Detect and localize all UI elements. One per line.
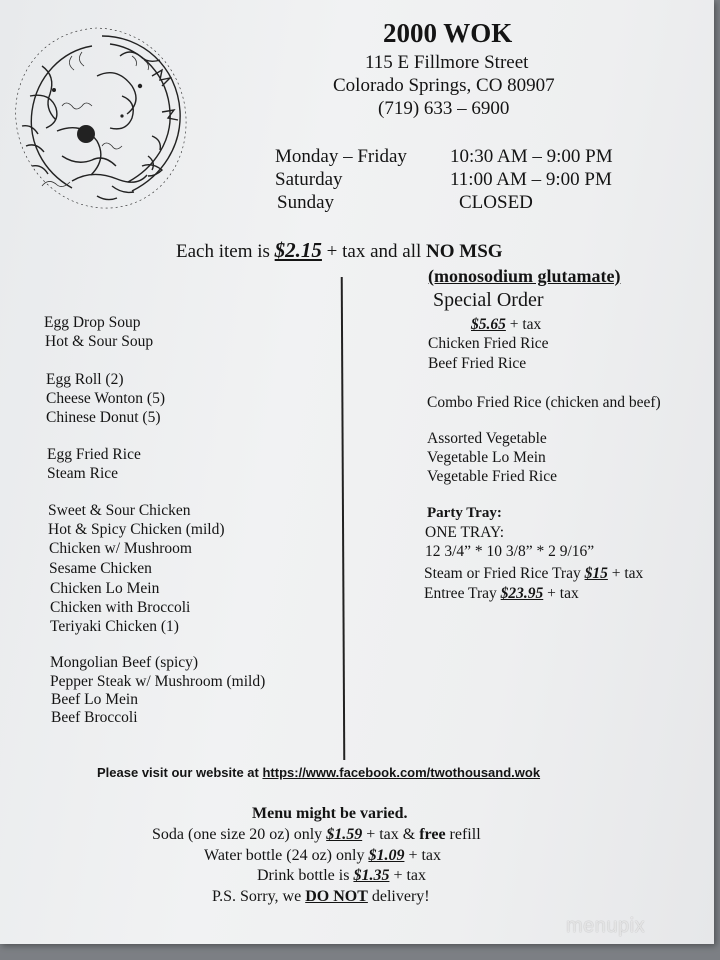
drink-price: $1.35 [353,867,390,884]
soda-prefix: Soda (one size 20 oz) only [152,826,323,843]
website-link[interactable]: https://www.facebook.com/twothousand.wok [262,765,541,780]
dragon-phoenix-logo [2,16,192,216]
menu-item: Egg Fried Rice [47,446,141,463]
menu-item: Vegetable Lo Mein [427,449,546,466]
drink-line [257,867,426,885]
menu-item: Assorted Vegetable [427,430,547,447]
menu-item: Egg Roll (2) [46,371,124,388]
phone-number: (719) 633 – 6900 [378,98,510,119]
party-rice-tray-suffix: + tax [611,565,644,582]
party-entree-tray-suffix: + tax [547,585,579,602]
menu-item: Sweet & Sour Chicken [48,502,191,519]
ps-do-not: DO NOT [305,888,368,905]
special-order-title: Special Order [433,289,544,311]
website-line [97,765,540,780]
menu-item: Beef Fried Rice [428,355,527,372]
hours-days-sunday: Sunday [277,192,334,213]
ps-suffix: delivery! [371,888,430,905]
restaurant-name: 2000 WOK [383,18,513,48]
menu-item: Hot & Sour Soup [45,333,154,350]
hours-time-weekday: 10:30 AM – 9:00 PM [450,146,613,167]
water-suffix: + tax [408,847,442,864]
water-prefix: Water bottle (24 oz) only [204,847,365,864]
water-line [204,847,441,865]
hours-days-saturday: Saturday [275,169,343,190]
menu-item: Vegetable Fried Rice [427,468,557,485]
drink-prefix: Drink bottle is [257,867,350,884]
special-order-price-suffix: + tax [509,316,542,333]
special-order-price: $5.65 [471,316,506,333]
menu-item: Combo Fried Rice (chicken and beef) [427,394,661,411]
city-state-zip: Colorado Springs, CO 80907 [333,75,555,96]
party-tray-size: 12 3/4” * 10 3/8” * 2 9/16” [425,543,595,560]
menu-item: Hot & Spicy Chicken (mild) [48,521,225,538]
menu-item: Teriyaki Chicken (1) [50,618,179,635]
party-tray-title: Party Tray: [427,505,502,521]
menu-item: Chicken Lo Mein [50,580,160,597]
msg-full-label: (monosodium glutamate) [428,266,621,286]
item-price: $2.15 [274,238,322,262]
ps-line [212,888,430,906]
party-entree-tray-line [424,585,579,603]
column-divider [341,277,345,760]
party-entree-tray-price: $23.95 [500,585,544,602]
menupix-watermark: menupix [566,915,646,937]
party-entree-tray-label: Entree Tray [424,585,497,602]
menu-item: Chicken with Broccoli [50,599,191,616]
party-one-tray: ONE TRAY: [425,524,505,541]
pricing-prefix: Each item is [176,241,270,262]
special-order-price-line [471,316,541,334]
hours-time-saturday: 11:00 AM – 9:00 PM [450,169,612,190]
party-rice-tray-price: $15 [584,565,608,582]
menu-varied-note: Menu might be varied. [252,805,408,822]
hours-time-sunday: CLOSED [459,192,533,213]
soda-suffix: refill [449,826,481,843]
menu-item: Pepper Steak w/ Mushroom (mild) [50,673,266,690]
drink-suffix: + tax [393,867,427,884]
menu-item: Cheese Wonton (5) [46,390,165,407]
no-msg-label: NO MSG [426,241,503,262]
party-rice-tray-label: Steam or Fried Rice Tray [424,565,581,582]
menu-item: Chicken Fried Rice [428,335,549,352]
menu-item: Steam Rice [47,465,119,482]
menu-item: Beef Lo Mein [51,691,138,708]
soda-price: $1.59 [326,826,363,843]
ps-prefix: P.S. Sorry, we [212,888,302,905]
menu-item: Mongolian Beef (spicy) [50,654,199,671]
menu-item: Beef Broccoli [51,709,138,726]
soda-free: free [419,826,446,843]
street-address: 115 E Fillmore Street [365,52,529,73]
hours-days-weekday: Monday – Friday [275,146,407,167]
water-price: $1.09 [368,847,405,864]
menu-item: Chicken w/ Mushroom [49,540,192,557]
menu-item: Chinese Donut (5) [46,409,161,426]
menu-item: Egg Drop Soup [44,314,141,331]
menu-item: Sesame Chicken [49,560,152,577]
pricing-middle: + tax and all [326,241,422,262]
soda-line [152,826,481,844]
party-rice-tray-line [424,565,643,583]
soda-mid: + tax & [366,826,416,843]
pricing-line [176,238,503,263]
website-prefix: Please visit our website at [97,765,259,780]
